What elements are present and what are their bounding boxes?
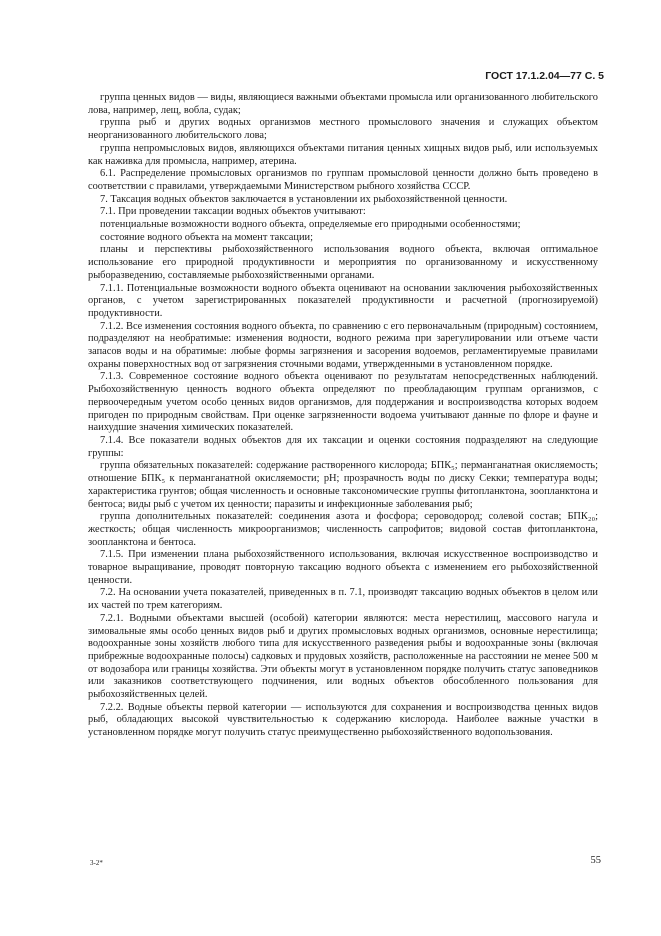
paragraph: группа непромысловых видов, являющихся объектами питания ценных хищных видов рыб, или используемых как наживка для промысла, например, атерина. bbox=[88, 142, 598, 167]
page-header-doc-ref: ГОСТ 17.1.2.04—77 С. 5 bbox=[485, 70, 604, 82]
paragraph: 7.1.5. При изменении плана рыбохозяйственного использования, включая искусственное воспроизводство и товарное выращивание, проводят повторную таксацию водного объекта с изменением его рыбохозяйственной ценности. bbox=[88, 549, 598, 586]
paragraph: потенциальные возможности водного объекта, определяемые его природными особенностями; bbox=[100, 219, 521, 231]
paragraph: 7.2.2. Водные объекты первой категории — используются для сохранения и воспроизводства ценных видов рыб, обладающих высокой чувствительностью к содержанию кислорода. Наиболее важные участки в установленном порядке могут получить статус преимущественно рыбохозяйственного водопользования. bbox=[88, 701, 598, 739]
body-text bbox=[88, 92, 598, 740]
paragraph: группа дополнительных показателей: соединения азота и фосфора; сероводород; солевой состав; БПК₂₀; жесткость; общая численность микроорганизмов; численность сапрофитов; видовой состав фитопланктона, зоопланктона и бентоса. bbox=[88, 511, 598, 548]
paragraph: 7.1.2. Все изменения состояния водного объекта, по сравнению с его первоначальным (природным) состоянием, подразделяют на необратимые: изменения водности, водного режима при зарегулировании или отъеме части запасов воды и на обратимые: любые формы загрязнения и засорения водоемов, регламентируемые правилами охраны поверхностных вод от загрязнения сточными водами, утвержденными в установленном порядке. bbox=[88, 320, 598, 370]
paragraph: 7.1.3. Современное состояние водного объекта оценивают по результатам непосредственных наблюдений. Рыбохозяйственную ценность водного объекта определяют по преобладающим группам организмов, с первоочередным учетом особо ценных видов организмов, для поддержания и воспроизводства которых водоем пригоден по природным свойствам. При оценке загрязненности водоема учитывают данные по флоре и фауне и наихудшие значения химических показателей. bbox=[88, 371, 598, 434]
paragraph: планы и перспективы рыбохозяйственного использования водного объекта, включая оптимальное использование его природной продуктивности и мероприятия по организованному и искусственному рыборазведению, составляемые рыбохозяйственными органами. bbox=[88, 244, 598, 281]
paragraph: 7.2.1. Водными объектами высшей (особой) категории являются: места нерестилищ, массового нагула и зимовальные ямы особо ценных видов рыб и других промысловых водных организмов, основные нерестилища; водоохранные зоны хозяйств любого типа для искусственного разведения рыбы и водоохранные зоны (включая прибрежные водоохранные полосы) садковых и прудовых хозяйств, расположенные на расстоянии не менее 500 м от водозабора или границы хозяйства. Эти объекты могут в установленном порядке получить статус заповедников или заказников соответствующего подчинения, или водных объектов обособленного пользования для рыбохозяйственных целей. bbox=[88, 612, 598, 701]
paragraph: состояние водного объекта на момент таксации; bbox=[100, 231, 313, 243]
footer-sheet-mark: 3-2* bbox=[90, 859, 103, 867]
paragraph: 7.1. При проведении таксации водных объектов учитывают: bbox=[100, 206, 366, 218]
page-number: 55 bbox=[590, 855, 601, 866]
paragraph: группа рыб и других водных организмов местного промыслового значения и служащих объектом неорганизованного любительского лова; bbox=[88, 117, 598, 142]
paragraph: 7.1.1. Потенциальные возможности водного объекта оценивают на основании заключения рыбохозяйственных органов, с учетом зарегистрированных показателей продуктивности и расчетной (прогнозируемой) продуктивности. bbox=[88, 282, 598, 319]
paragraph: группа ценных видов — виды, являющиеся важными объектами промысла или организованного любительского лова, например, лещ, вобла, судак; bbox=[88, 92, 598, 116]
paragraph: группа обязательных показателей: содержание растворенного кислорода; БПК₅; перманганатная окисляемость; отношение БПК₅ к перманганатной окисляемости; pH; прозрачность воды по диску Секки; температура воды; характеристика грунтов; общая численность и основные таксономические группы фитопланктона, зоопланктона и бентоса; виды рыб с учетом их ценности; паразиты и инфекционные заболевания рыб; bbox=[88, 460, 598, 510]
paragraph: 6.1. Распределение промысловых организмов по группам промысловой ценности должно быть проведено в соответствии с правилами, утверждаемыми Министерством рыбного хозяйства СССР. bbox=[88, 168, 598, 192]
paragraph: 7.1.4. Все показатели водных объектов для их таксации и оценки состояния подразделяют на следующие группы: bbox=[88, 434, 598, 459]
paragraph: 7.2. На основании учета показателей, приведенных в п. 7.1, производят таксацию водных объектов в целом или их частей по трем категориям. bbox=[88, 587, 598, 612]
paragraph: 7. Таксация водных объектов заключается в установлении их рыбохозяйственной ценности. bbox=[100, 193, 508, 205]
